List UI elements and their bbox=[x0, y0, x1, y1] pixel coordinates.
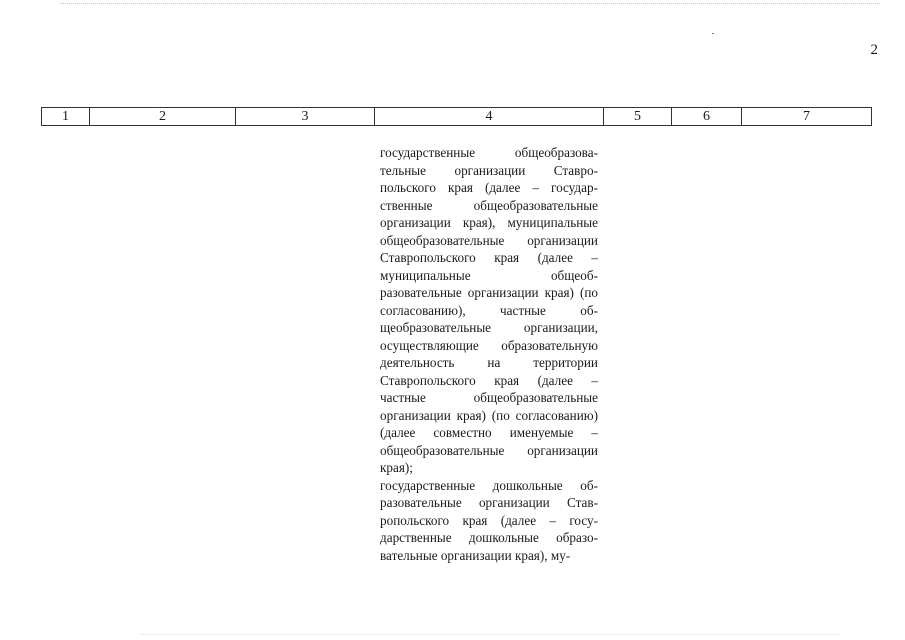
scan-speck bbox=[712, 33, 714, 34]
scan-edge-top bbox=[60, 3, 880, 5]
column-number-header-table bbox=[41, 107, 872, 126]
paragraph-general-education-organizations: государственные общеобразовательные организации Ставропольского края (далее – государственные общеобразовательные организации края), муниципальные общеобразовательные организации Ставропольского края (далее – муниципальные общеобразовательные организации края) (по согласованию), частные общеобразовательные организации, осуществляющие образовательную деятельность на территории Ставропольского края (далее – частные общеобразовательные организации края) (по согласованию) (далее совместно именуемые – общеобразовательные организации края); bbox=[380, 145, 598, 475]
header-cell-6: 6 bbox=[672, 108, 742, 126]
scan-edge-bottom bbox=[140, 634, 840, 636]
header-cell-3: 3 bbox=[236, 108, 375, 126]
page-number: 2 bbox=[870, 42, 878, 58]
header-cell-1: 1 bbox=[42, 108, 90, 126]
header-cell-4: 4 bbox=[375, 108, 604, 126]
header-row bbox=[42, 108, 872, 126]
header-cell-7: 7 bbox=[742, 108, 872, 126]
header-cell-2: 2 bbox=[90, 108, 236, 126]
header-cell-5: 5 bbox=[604, 108, 672, 126]
column-4-content bbox=[380, 144, 598, 564]
paragraph-preschool-organizations: государственные дошкольные образовательные организации Ставропольского края (далее – государственные дошкольные образовательные организации края), му- bbox=[380, 477, 598, 563]
